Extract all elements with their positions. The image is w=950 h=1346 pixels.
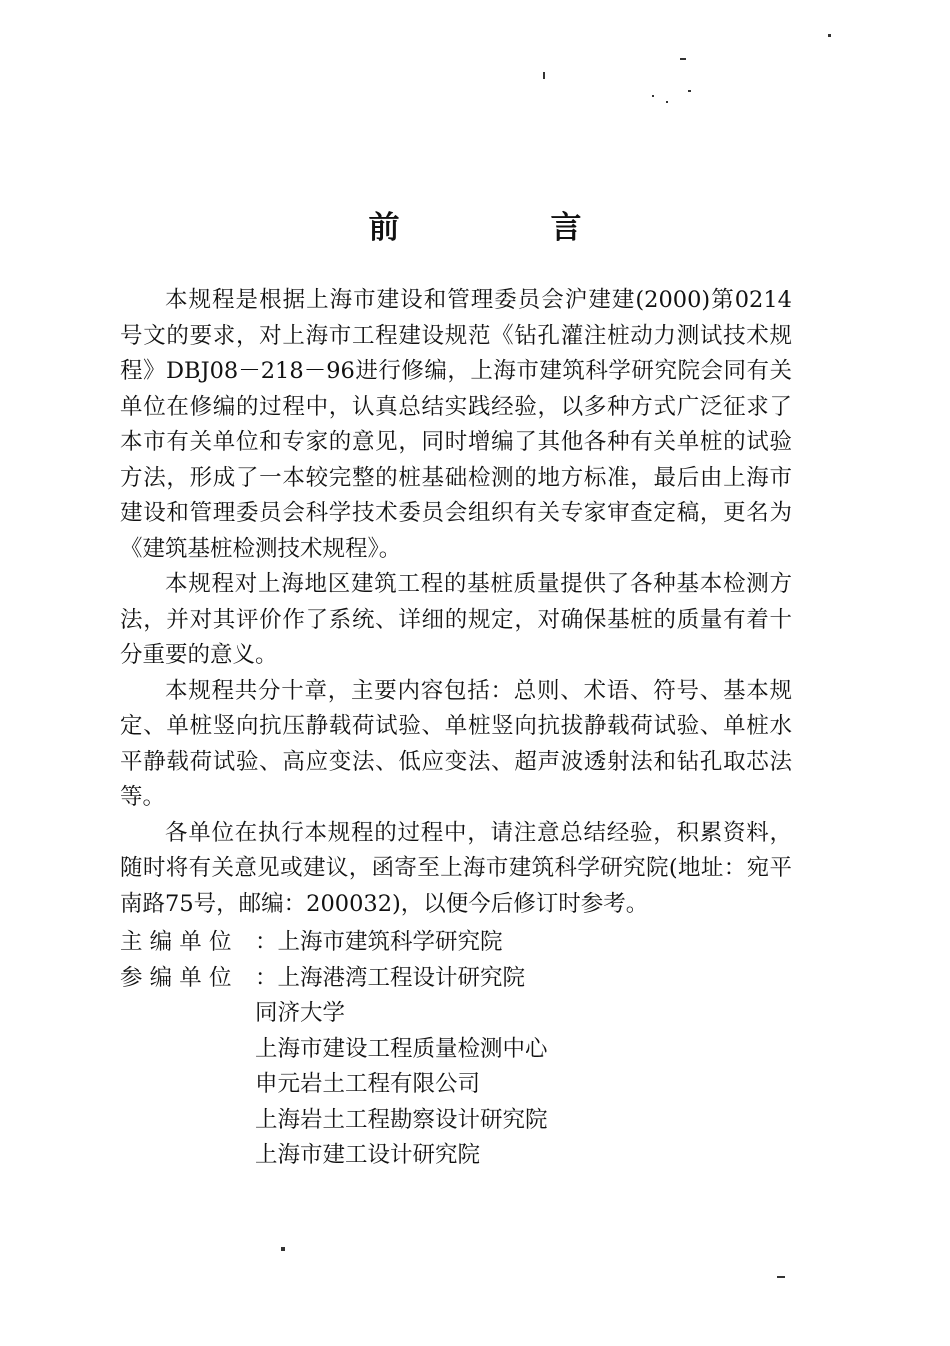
- scan-speck: [688, 90, 691, 92]
- editor-units: [120, 925, 792, 1174]
- participating-unit-4: 申元岩土工程有限公司: [255, 1071, 481, 1097]
- chief-editor-label: 主 编 单 位: [120, 929, 232, 955]
- scan-speck: [652, 95, 654, 97]
- participating-label: 参 编 单 位: [120, 964, 232, 991]
- paragraph-4: 各单位在执行本规程的过程中，请注意总结经验，积累资料，随时将有关意见或建议，函寄至上海市建筑科学研究院(地址：宛平南路75号，邮编：200032)，以便今后修订时参考。: [120, 819, 792, 917]
- participating-unit-6: 上海市建工设计研究院: [255, 1142, 481, 1168]
- scan-speck: [281, 1247, 285, 1251]
- paragraph-2: 本规程对上海地区建筑工程的基桩质量提供了各种基本检测方法，并对其评价作了系统、详细的规定，对确保基桩的质量有着十分重要的意义。: [120, 571, 792, 668]
- preface-body: [120, 283, 792, 922]
- scan-speck: [543, 72, 545, 79]
- participating-separator: ：: [255, 964, 278, 991]
- participating-unit-3: 上海市建设工程质量检测中心: [255, 1035, 548, 1062]
- participating-unit-5: 上海岩土工程勘察设计研究院: [255, 1106, 548, 1133]
- chief-editor-row: [120, 925, 792, 961]
- chief-editor-separator: ：: [255, 929, 278, 955]
- paragraph-3: 本规程共分十章，主要内容包括：总则、术语、符号、基本规定、单桩竖向抗压静载荷试验、单桩竖向抗拔静载荷试验、单桩水平静载荷试验、高应变法、低应变法、超声波透射法和钻孔取芯法等。: [120, 677, 792, 810]
- page-title: 前 言: [368, 210, 642, 246]
- chief-editor-value: 上海市建筑科学研究院: [277, 929, 503, 955]
- participating-unit-2: 同济大学: [255, 1000, 346, 1026]
- participating-unit-1: 上海港湾工程设计研究院: [277, 964, 526, 991]
- scan-speck: [680, 58, 686, 60]
- paragraph-1: 本规程是根据上海市建设和管理委员会沪建建(2000)第0214号文的要求，对上海市工程建设规范《钻孔灌注桩动力测试技术规程》DBJ08－218－96进行修编，上海市建筑科学研究院会同有关单位在修编的过程中，认真总结实践经验，以多种方式广泛征求了本市有关单位和专家的意见，同时增编了其他各种有关单桩的试验方法，形成了一本较完整的桩基础检测的地方标准，最后由上海市建设和管理委员会科学技术委员会组织有关专家审查定稿，更名为《建筑基桩检测技术规程》。: [120, 287, 792, 562]
- scan-speck: [666, 101, 668, 103]
- participating-row: [120, 961, 792, 997]
- scan-speck: [828, 34, 831, 37]
- participating-list: [255, 996, 792, 1174]
- scan-speck: [777, 1276, 785, 1278]
